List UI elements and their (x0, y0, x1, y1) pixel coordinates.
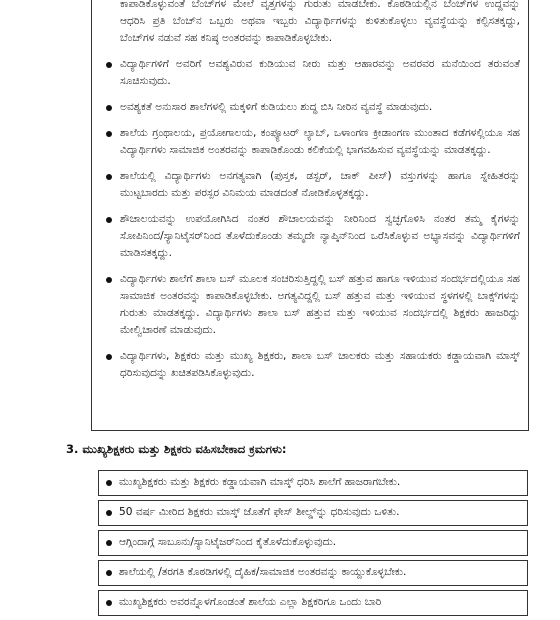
list-item-text: ಮುಖ್ಯಶಿಕ್ಷಕರು ಅವರನ್ನೊಳಗೊಂಡಂತೆ ಶಾಲೆಯ ಎಲ್ಲಾ ಶಿಕ್ಷಕರಿಗೂ ಒಂದು ಬಾರಿ (119, 596, 382, 608)
list-item-text: ಶಾಲೆಯ ಗ್ರಂಥಾಲಯ, ಪ್ರಯೋಗಾಲಯ, ಕಂಪ್ಯೂಟರ್ ಲ್ಯಾಬ್, ಒಳಾಂಗಣ ಕ್ರೀಡಾಂಗಣ ಮುಂತಾದ ಕಡೆಗಳಲ್ಲಿಯೂ ಸಹ ವಿದ್ಯಾರ್ಥಿಗಳು ಸಾಮಾಜಿಕ ಅಂತರವನ್ನು ಕಾಪಾಡಿಕೊಂಡು ಕಲಿಕೆಯಲ್ಲಿ ಭಾಗವಹಿಸುವ ವ್ಯವಸ್ಥೆಯನ್ನು ಮಾಡತಕ್ಕದ್ದು. (120, 127, 520, 156)
bullet-icon (106, 131, 112, 137)
list-item-text: ವಿದ್ಯಾರ್ಥಿಗಳು, ಶಿಕ್ಷಕರು ಮತ್ತು ಮುಖ್ಯ ಶಿಕ್ಷಕರು, ಶಾಲಾ ಬಸ್ ಚಾಲಕರು ಮತ್ತು ಸಹಾಯಕರು ಕಡ್ಡಾಯವಾಗಿ ಮಾಸ್ಕ್ ಧರಿಸುವುದನ್ನು ಖಚಿತಪಡಿಸಿಕೊಳ್ಳುವುದು. (120, 350, 520, 379)
list-item-text: ವಿದ್ಯಾರ್ಥಿಗಳು ಶಾಲೆಗೆ ಶಾಲಾ ಬಸ್ ಮೂಲಕ ಸಂಚರಿಸುತ್ತಿದ್ದಲ್ಲಿ ಬಸ್ ಹತ್ತುವ ಹಾಗೂ ಇಳಿಯುವ ಸಂದರ್ಭದಲ್ಲಿಯೂ ಸಹ ಸಾಮಾಜಿಕ ಅಂತರವನ್ನು ಕಾಪಾಡಿಕೊಳ್ಳಬೇಕು. ಅಗತ್ಯವಿದ್ದಲ್ಲಿ ಬಸ್ ಹತ್ತುವ ಮತ್ತು ಇಳಿಯುವ ಸ್ಥಳಗಳಲ್ಲಿ ಬಾಕ್ಸ್‌ಗಳನ್ನು ಗುರುತು ಮಾಡತಕ್ಕದ್ದು. ವಿದ್ಯಾರ್ಥಿಗಳು ಶಾಲಾ ಬಸ್ ಹತ್ತುವ ಮತ್ತು ಇಳಿಯುವ ಸಂದರ್ಭದಲ್ಲಿ ಶಿಕ್ಷಕರು ಹಾಜರಿದ್ದು ಮೇಲ್ವಿಚಾರಣೆ ಮಾಡುವುದು. (120, 273, 520, 336)
bullet-icon (106, 62, 112, 68)
bullet-icon (106, 570, 112, 576)
list-item-text: 50 ವರ್ಷ ಮೀರಿದ ಶಿಕ್ಷಕರು ಮಾಸ್ಕ್ ಜೊತೆಗೆ ಫೇಸ್ ಶೀಲ್ಡ್‌ನ್ನು ಧರಿಸುವುದು ಒಳಿತು. (119, 506, 400, 518)
list-item (98, 590, 528, 616)
bullet-icon (106, 105, 112, 111)
list-item-text: ಶೌಚಾಲಯವನ್ನು ಉಪಯೋಗಿಸಿದ ನಂತರ ಶೌಚಾಲಯವನ್ನು ನೀರಿನಿಂದ ಸ್ವಚ್ಛಗೊಳಿಸಿ ನಂತರ ತಮ್ಮ ಕೈಗಳನ್ನು ಸೋಪಿನಿಂದ/ಸ್ಯಾನಿಟೈಸರ್‌ನಿಂದ ತೊಳೆದುಕೊಂಡು ತಮ್ಮದೇ ನ್ಯಾಪ್ಕಿನ್‌ನಿಂದ ಒರೆಸಿಕೊಳ್ಳುವ ಅಭ್ಯಾಸವನ್ನು ವಿದ್ಯಾರ್ಥಿಗಳಿಗೆ ಮಾಡಿಸತಕ್ಕದ್ದು. (120, 213, 520, 259)
section-2-continued (100, 0, 520, 391)
bullet-icon (106, 540, 112, 546)
list-item-text: ಶಾಲೆಯಲ್ಲಿ /ತರಗತಿ ಕೊಠಡಿಗಳಲ್ಲಿ ದೈಹಿಕ/ಸಾಮಾಜಿಕ ಅಂತರವನ್ನು ಕಾಯ್ದುಕೊಳ್ಳಬೇಕು. (119, 566, 407, 578)
bullet-icon (106, 510, 112, 516)
list-item (100, 211, 520, 262)
bullet-icon (106, 600, 112, 606)
list-item-text: ಆಗ್ಗಿಂದಾಗ್ಗೆ ಸಾಬೂನು/ಸ್ಯಾನಿಟೈಜರ್‌ನಿಂದ ಕೈತೊಳೆದುಕೊಳ್ಳುವುದು. (119, 536, 337, 548)
list-item-text: ಮುಖ್ಯಶಿಕ್ಷಕರು ಮತ್ತು ಶಿಕ್ಷಕರು ಕಡ್ಡಾಯವಾಗಿ ಮಾಸ್ಕ್ ಧರಿಸಿ ಶಾಲೆಗೆ ಹಾಜರಾಗಬೇಕು. (119, 476, 401, 488)
bullet-icon (106, 480, 112, 486)
continued-paragraph (100, 0, 520, 47)
bullet-icon (106, 217, 112, 223)
section-heading: 3. ಮುಖ್ಯಶಿಕ್ಷಕರು ಮತ್ತು ಶಿಕ್ಷಕರು ವಹಿಸಬೇಕಾದ ಕ್ರಮಗಳು: (66, 442, 287, 456)
section-3-list (98, 470, 528, 620)
bullet-icon (106, 277, 112, 283)
list-item (98, 560, 528, 586)
list-item (100, 56, 520, 90)
list-item (98, 500, 528, 526)
list-item (100, 168, 520, 202)
list-item-text: ಅವಶ್ಯಕತೆ ಅನುಸಾರ ಶಾಲೆಗಳಲ್ಲಿ ಮಕ್ಕಳಿಗೆ ಕುಡಿಯಲು ಶುದ್ಧ ಬಿಸಿ ನೀರಿನ ವ್ಯವಸ್ಥೆ ಮಾಡುವುದು. (120, 101, 433, 113)
paragraph-text: ಕಾಪಾಡಿಕೊಳ್ಳುವಂತೆ ಬೆಂಚ್‌ಗಳ ಮೇಲೆ ವೃತ್ತಗಳನ್ನು ಗುರುತು ಮಾಡಬೇಕು. ಕೊಠಡಿಯಲ್ಲಿನ ಬೆಂಚ್‌ಗಳ ಉದ್ದವನ್ನು ಆಧರಿಸಿ ಪ್ರತಿ ಬೆಂಚ್‌ನ ಒಬ್ಬರು ಅಥವಾ ಇಬ್ಬರು ವಿದ್ಯಾರ್ಥಿಗಳನ್ನು ಕುಳಿತುಕೊಳ್ಳಲು ವ್ಯವಸ್ಥೆಯನ್ನು ಕಲ್ಪಿಸತಕ್ಕದ್ದು, ಬೆಂಚ್‌ಗಳ ನಡುವೆ ಸಹ ಕನಿಷ್ಠ ಅಂತರವನ್ನು ಕಾಪಾಡಿಕೊಳ್ಳಬೇಕು. (120, 0, 520, 44)
bullet-icon (106, 174, 112, 180)
list-item (100, 348, 520, 382)
list-item (100, 125, 520, 159)
list-item (100, 271, 520, 339)
list-item (100, 99, 520, 116)
list-item (98, 470, 528, 496)
list-item-text: ಶಾಲೆಯಲ್ಲಿ ವಿದ್ಯಾರ್ಥಿಗಳು ಅನಗತ್ಯವಾಗಿ (ಪುಸ್ತಕ, ಡಸ್ಟರ್, ಚಾಕ್ ಪೀಸ್) ವಸ್ತುಗಳನ್ನು ಹಾಗೂ ಸ್ನೇಹಿತರನ್ನು ಮುಟ್ಟಬಾರದು ಮತ್ತು ಪರಸ್ಪರ ವಿನಿಮಯ ಮಾಡದಂತೆ ನೋಡಿಕೊಳ್ಳತಕ್ಕದ್ದು. (120, 170, 520, 199)
bullet-icon (106, 354, 112, 360)
list-item-text: ವಿದ್ಯಾರ್ಥಿಗಳಿಗೆ ಅವರಿಗೆ ಅವಶ್ಯವಿರುವ ಕುಡಿಯುವ ನೀರು ಮತ್ತು ಆಹಾರವನ್ನು ಅವರವರ ಮನೆಯಿಂದ ತರುವಂತೆ ಸೂಚಿಸುವುದು. (120, 58, 520, 87)
list-item (98, 530, 528, 556)
